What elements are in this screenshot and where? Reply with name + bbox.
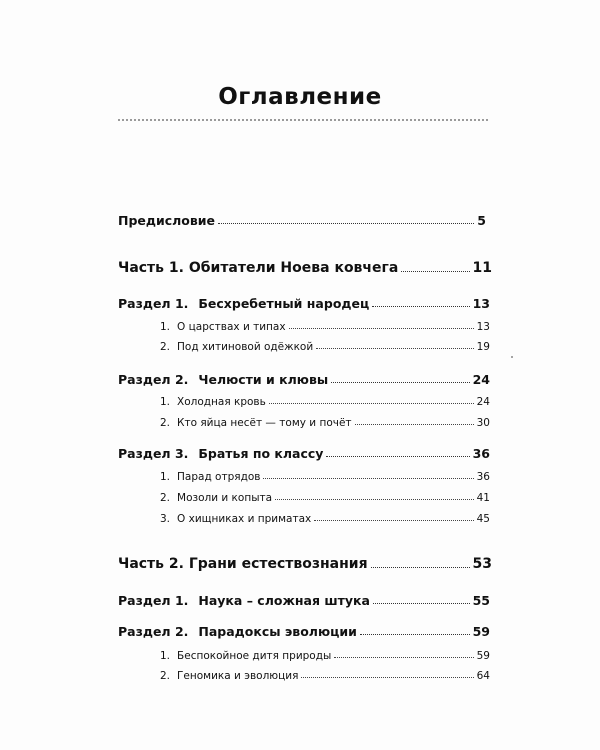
dot-leader: [331, 382, 469, 383]
toc-page-number: 59: [476, 650, 490, 662]
toc-entry-label: Челюсти и клювы: [198, 372, 329, 387]
toc-page-number: 11: [472, 260, 492, 276]
toc-entry-label: Часть 1. Обитатели Ноева ковчега: [118, 260, 399, 276]
toc-page-number: 24: [476, 396, 490, 408]
toc-entry-label: Предисловие: [118, 213, 216, 228]
subsection-number: 1.: [160, 321, 171, 333]
toc-page-number: 64: [476, 670, 490, 682]
toc-entry-preface[interactable]: [118, 213, 486, 228]
dot-leader: [373, 603, 470, 604]
toc-entry-part-1[interactable]: [118, 260, 492, 276]
toc-entry-subsection[interactable]: [160, 321, 490, 333]
toc-entry-label: Наука – сложная штука: [198, 593, 370, 608]
dot-leader: [289, 328, 474, 329]
toc-page-number: 45: [476, 513, 490, 525]
title-divider: [118, 119, 488, 121]
toc-entry-section[interactable]: [118, 446, 490, 461]
dot-leader: [269, 403, 474, 404]
toc-page-number: 30: [476, 417, 490, 429]
subsection-number: 1.: [160, 650, 171, 662]
toc-entry-subsection[interactable]: [160, 341, 490, 353]
toc-entry-label: Холодная кровь: [177, 396, 266, 408]
toc-entry-label: Геномика и эволюция: [177, 670, 299, 682]
toc-entry-label: Мозоли и копыта: [177, 492, 273, 504]
section-number: Раздел 3.: [118, 446, 189, 461]
toc-entry-section[interactable]: [118, 593, 490, 608]
subsection-number: 1.: [160, 471, 171, 483]
dot-leader: [314, 520, 473, 521]
toc-page-number: 19: [476, 341, 490, 353]
toc-entry-subsection[interactable]: [160, 650, 490, 662]
dot-leader: [334, 657, 473, 658]
toc-entry-label: О царствах и типах: [177, 321, 286, 333]
toc-entry-label: Беспокойное дитя природы: [177, 650, 332, 662]
toc-page-number: 13: [476, 321, 490, 333]
dot-leader: [371, 567, 470, 568]
toc-entry-subsection[interactable]: [160, 492, 490, 504]
subsection-number: 3.: [160, 513, 171, 525]
dot-leader: [316, 348, 473, 349]
dot-leader: [355, 424, 474, 425]
toc-entry-label: Кто яйца несёт — тому и почёт: [177, 417, 352, 429]
toc-page-number: 55: [472, 593, 490, 608]
dot-leader: [218, 223, 474, 224]
section-number: Раздел 2.: [118, 624, 189, 639]
toc-page-number: 59: [472, 624, 490, 639]
toc-entry-label: Часть 2. Грани естествознания: [118, 556, 368, 572]
toc-entry-subsection[interactable]: [160, 471, 490, 483]
page-title: Оглавление: [218, 84, 382, 110]
toc-entry-label: Парад отрядов: [177, 471, 261, 483]
toc-entry-label: О хищниках и приматах: [177, 513, 312, 525]
toc-entry-label: Бесхребетный народец: [198, 296, 370, 311]
section-number: Раздел 2.: [118, 372, 189, 387]
section-number: Раздел 1.: [118, 593, 189, 608]
subsection-number: 2.: [160, 492, 171, 504]
toc-page-number: 5: [477, 213, 486, 228]
toc-page-number: 13: [472, 296, 490, 311]
toc-page-number: 24: [472, 372, 490, 387]
toc-entry-subsection[interactable]: [160, 396, 490, 408]
subsection-number: 2.: [160, 670, 171, 682]
toc-entry-label: Парадоксы эволюции: [198, 624, 357, 639]
toc-entry-label: Под хитиновой одёжкой: [177, 341, 314, 353]
subsection-number: 2.: [160, 417, 171, 429]
subsection-number: 1.: [160, 396, 171, 408]
dot-leader: [326, 456, 469, 457]
dot-leader: [372, 306, 469, 307]
toc-entry-subsection[interactable]: [160, 670, 490, 682]
dot-leader: [263, 478, 473, 479]
print-speck: [511, 356, 513, 358]
toc-page-number: 36: [472, 446, 490, 461]
dot-leader: [360, 634, 470, 635]
toc-entry-label: Братья по классу: [198, 446, 324, 461]
toc-entry-section[interactable]: [118, 372, 490, 387]
section-number: Раздел 1.: [118, 296, 189, 311]
toc-page-number: 36: [476, 471, 490, 483]
toc-entry-section[interactable]: [118, 624, 490, 639]
toc-page-number: 53: [472, 556, 492, 572]
toc-entry-part-2[interactable]: [118, 556, 492, 572]
subsection-number: 2.: [160, 341, 171, 353]
dot-leader: [275, 499, 474, 500]
toc-page-number: 41: [476, 492, 490, 504]
toc-entry-section[interactable]: [118, 296, 490, 311]
dot-leader: [401, 271, 469, 272]
toc-entry-subsection[interactable]: [160, 513, 490, 525]
dot-leader: [301, 677, 473, 678]
toc-entry-subsection[interactable]: [160, 417, 490, 429]
